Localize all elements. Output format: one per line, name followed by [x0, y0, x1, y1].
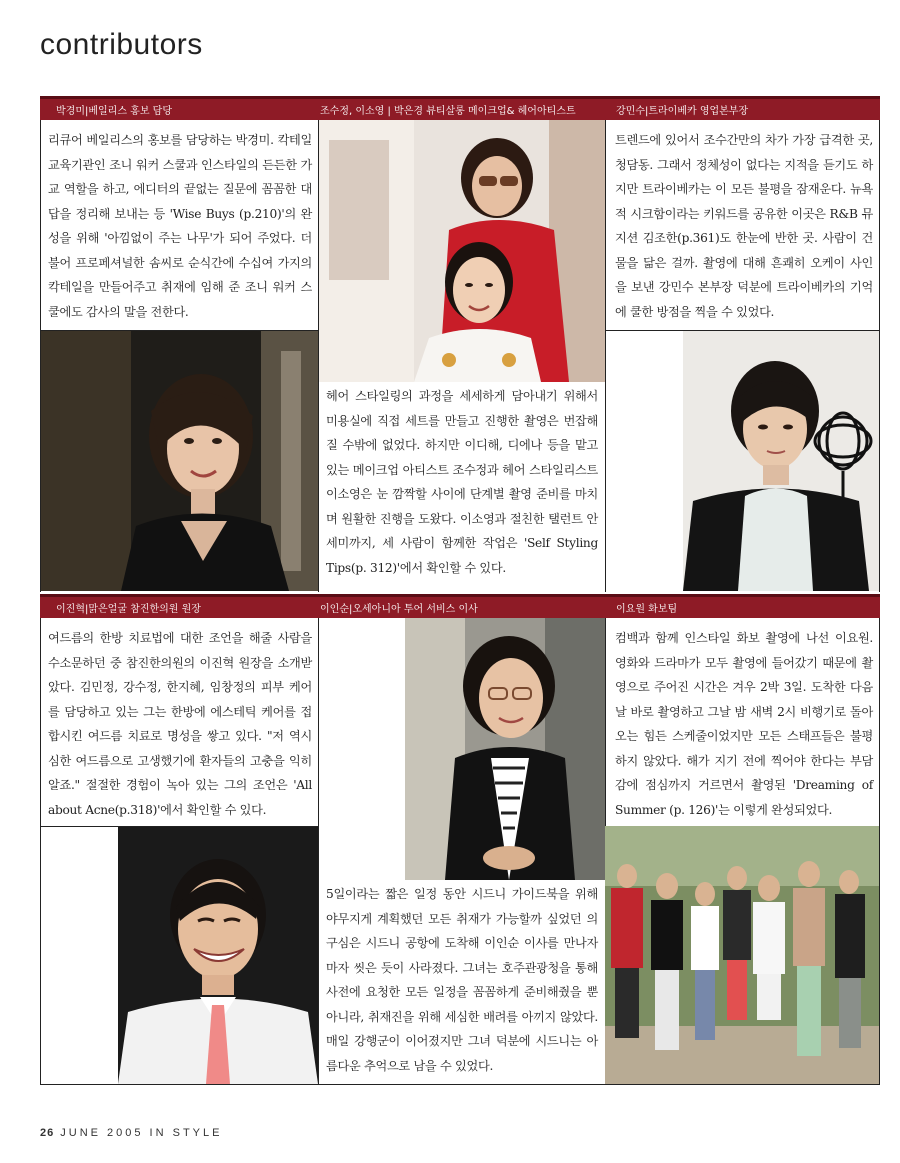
- column-rule: [318, 618, 319, 1085]
- issue-label: JUNE 2005 IN STYLE: [60, 1127, 223, 1139]
- column-rule: [605, 120, 606, 592]
- bio-lee-jinhyuk: 여드름의 한방 치료법에 대한 조언을 해줄 사람을 수소문하던 중 참진한의원의 이진혁 원장을 소개받았다. 김민정, 강수정, 한지혜, 임창정의 피부 케어를 담당하고 있는 그는 한방에 에스테틱 케어를 접합시킨 여드름 치료로 명성을 쌓고 있다. "저 역시 심한 여드름으로 고생했기에 환자들의 고충을 익히 알죠." 절절한 경험이 녹아 있는 그의 조언은 'All about Acne(p.318)'에서 확인할 수 있다.: [48, 631, 312, 817]
- header-lee-yowon-team: 이요원 화보팀: [616, 604, 678, 615]
- bio-lee-yowon-team: 컴백과 함께 인스타일 화보 촬영에 나선 이요원. 영화와 드라마가 모두 촬영에 들어갔기 때문에 촬영으로 주어진 시간은 겨우 2박 3일. 도착한 다음날 바로 촬영하고 그날 밤 새벽 2시 비행기로 돌아오는 힘든 스케줄이었지만 모든 스태프들은 불평하지 않았다. 해가 지기 전에 찍어야 한다는 부담감에 점심까지 거르면서 촬영된 'Dreaming of Summer (p. 126)'는 이렇게 완성되었다.: [615, 631, 873, 817]
- bio-kang-minsu: 트렌드에 있어서 조수간만의 차가 가장 급격한 곳, 청담동. 그래서 정체성이 없다는 지적을 듣기도 하지만 트라이베카는 이 모든 불평을 잠재운다. 뉴욕적 시크함이라는 키워드를 공유한 이곳은 R&B 뮤지션 김조한(p.361)도 한눈에 반한 곳. 사람이 건물을 닮은 걸까. 촬영에 대해 흔쾌히 오케이 사인을 보낸 강민수 본부장 덕분에 트라이베카의 기억에 쿨한 방점을 찍을 수 있었다.: [615, 133, 873, 319]
- photo-kang-minsu: [683, 331, 879, 591]
- photo-lee-jinhyuk: [118, 827, 318, 1084]
- header-jo-sujung: 조수정, 이소영 | 박은경 뷰티살롱 메이크업& 헤어아티스트: [320, 106, 576, 117]
- bottom-header-bar: [40, 594, 880, 618]
- bio-park-kyungmi: 리큐어 베일리스의 홍보를 담당하는 박경미. 칵테일 교육기관인 조니 워커 스쿨과 인스타일의 든든한 가교 역할을 하고, 에디터의 끝없는 질문에 꼼꼼한 대답을 정리해 보내는 등 'Wise Buys (p.210)'의 완성을 위해 '아낌없이 주는 나무'가 되어 주었다. 더불어 프로페셔널한 솜씨로 순식간에 수십여 가지의 칵테일을 만들어주고 취재에 임해 준 조니 워커 스쿨에도 감사의 말을 전한다.: [48, 133, 312, 319]
- row-rule: [40, 1084, 880, 1085]
- header-park-kyungmi: 박경미|베일리스 홍보 담당: [56, 106, 172, 117]
- column-rule: [879, 120, 880, 592]
- bio-lee-insoon: 5일이라는 짧은 일정 동안 시드니 가이드북을 위해 야무지게 계획했던 모든 취재가 가능할까 싶었던 의구심은 시드니 공항에 도착해 이인순 이사를 만나자마자 씻은 듯이 사라졌다. 그녀는 호주관광청을 통해 사전에 요청한 모든 일정을 꼼꼼하게 준비해줬을 뿐 아니라, 취재진을 위해 세심한 배려를 아끼지 않았다. 매일 강행군이 이어졌지만 그녀 덕분에 시드니는 아름다운 추억으로 남을 수 있었다.: [326, 887, 598, 1073]
- column-rule: [879, 618, 880, 1085]
- top-header-bar: [40, 96, 880, 120]
- column-rule: [40, 618, 41, 1085]
- photo-park-kyungmi: [41, 331, 318, 591]
- header-kang-minsu: 강민수|트라이베카 영업본부장: [616, 106, 749, 117]
- header-lee-insoon: 이인순|오세아니아 투어 서비스 이사: [320, 604, 478, 615]
- photo-lee-insoon: [405, 618, 605, 880]
- page-footer: [40, 1127, 222, 1139]
- page-title: contributors: [40, 28, 203, 61]
- photo-jo-sujung-lee-soyoung: [319, 120, 605, 382]
- header-lee-jinhyuk: 이진혁|맑은얼굴 참진한의원 원장: [56, 604, 201, 615]
- photo-lee-yowon-team: [605, 826, 879, 1084]
- bio-jo-sujung: 헤어 스타일링의 과정을 세세하게 담아내기 위해서 미용실에 직접 세트를 만들고 진행한 촬영은 번잡해질 수밖에 없었다. 하지만 이디해, 디에나 등을 맡고 있는 메이크업 아티스트 조수정과 헤어 스타일리스트 이소영은 눈 깜짝할 사이에 단계별 촬영 준비를 마치며 원활한 진행을 도왔다. 이소영과 절친한 탤런트 안세미까지, 세 사람이 함께한 작업은 'Self Styling Tips(p. 312)'에서 확인할 수 있다.: [326, 389, 598, 575]
- page-number: 26: [40, 1127, 55, 1139]
